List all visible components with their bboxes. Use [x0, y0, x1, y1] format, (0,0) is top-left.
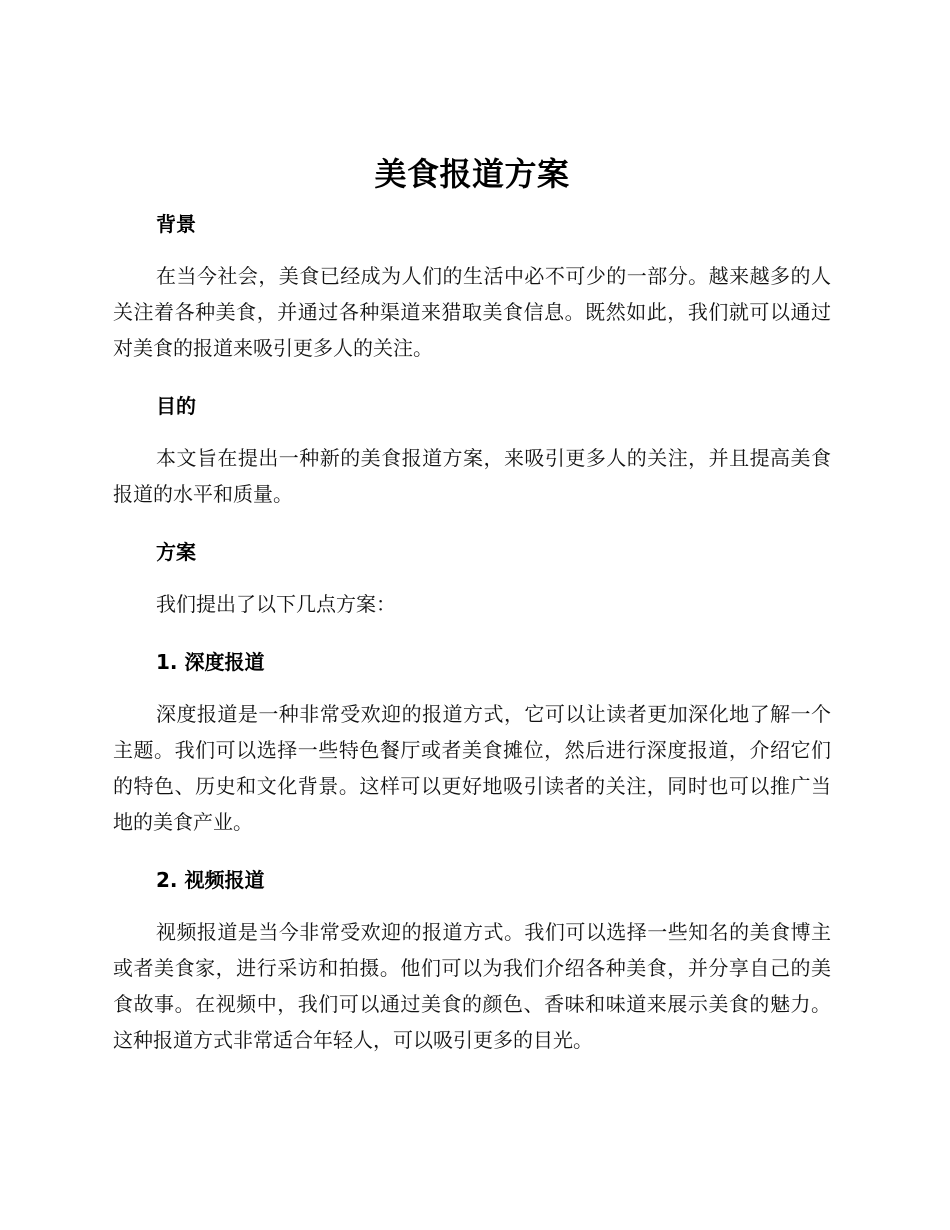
section-heading-deep-report: 1. 深度报道 — [156, 650, 265, 674]
document-content — [113, 148, 831, 1082]
section-paragraph-plan: 我们提出了以下几点方案： — [156, 592, 396, 616]
section-heading-video-report: 2. 视频报道 — [156, 868, 265, 892]
section-heading-plan: 方案 — [156, 540, 196, 564]
section-paragraph-background: 在当今社会，美食已经成为人们的生活中必不可少的一部分。越来越多的人关注着各种美食，并通过各种渠道来猎取美食信息。既然如此，我们就可以通过对美食的报道来吸引更多人的关注。 — [113, 264, 831, 360]
section-heading-background: 背景 — [156, 212, 196, 236]
document-title: 美食报道方案 — [374, 155, 570, 193]
section-paragraph-purpose: 本文旨在提出一种新的美食报道方案，来吸引更多人的关注，并且提高美食报道的水平和质量。 — [113, 446, 831, 506]
section-paragraph-deep-report: 深度报道是一种非常受欢迎的报道方式，它可以让读者更加深化地了解一个主题。我们可以选择一些特色餐厅或者美食摊位，然后进行深度报道，介绍它们的特色、历史和文化背景。这样可以更好地吸引读者的关注，同时也可以推广当地的美食产业。 — [113, 702, 831, 834]
section-heading-purpose: 目的 — [156, 394, 196, 418]
section-paragraph-video-report: 视频报道是当今非常受欢迎的报道方式。我们可以选择一些知名的美食博主或者美食家，进行采访和拍摄。他们可以为我们介绍各种美食，并分享自己的美食故事。在视频中，我们可以通过美食的颜色、香味和味道来展示美食的魅力。这种报道方式非常适合年轻人，可以吸引更多的目光。 — [113, 920, 831, 1052]
